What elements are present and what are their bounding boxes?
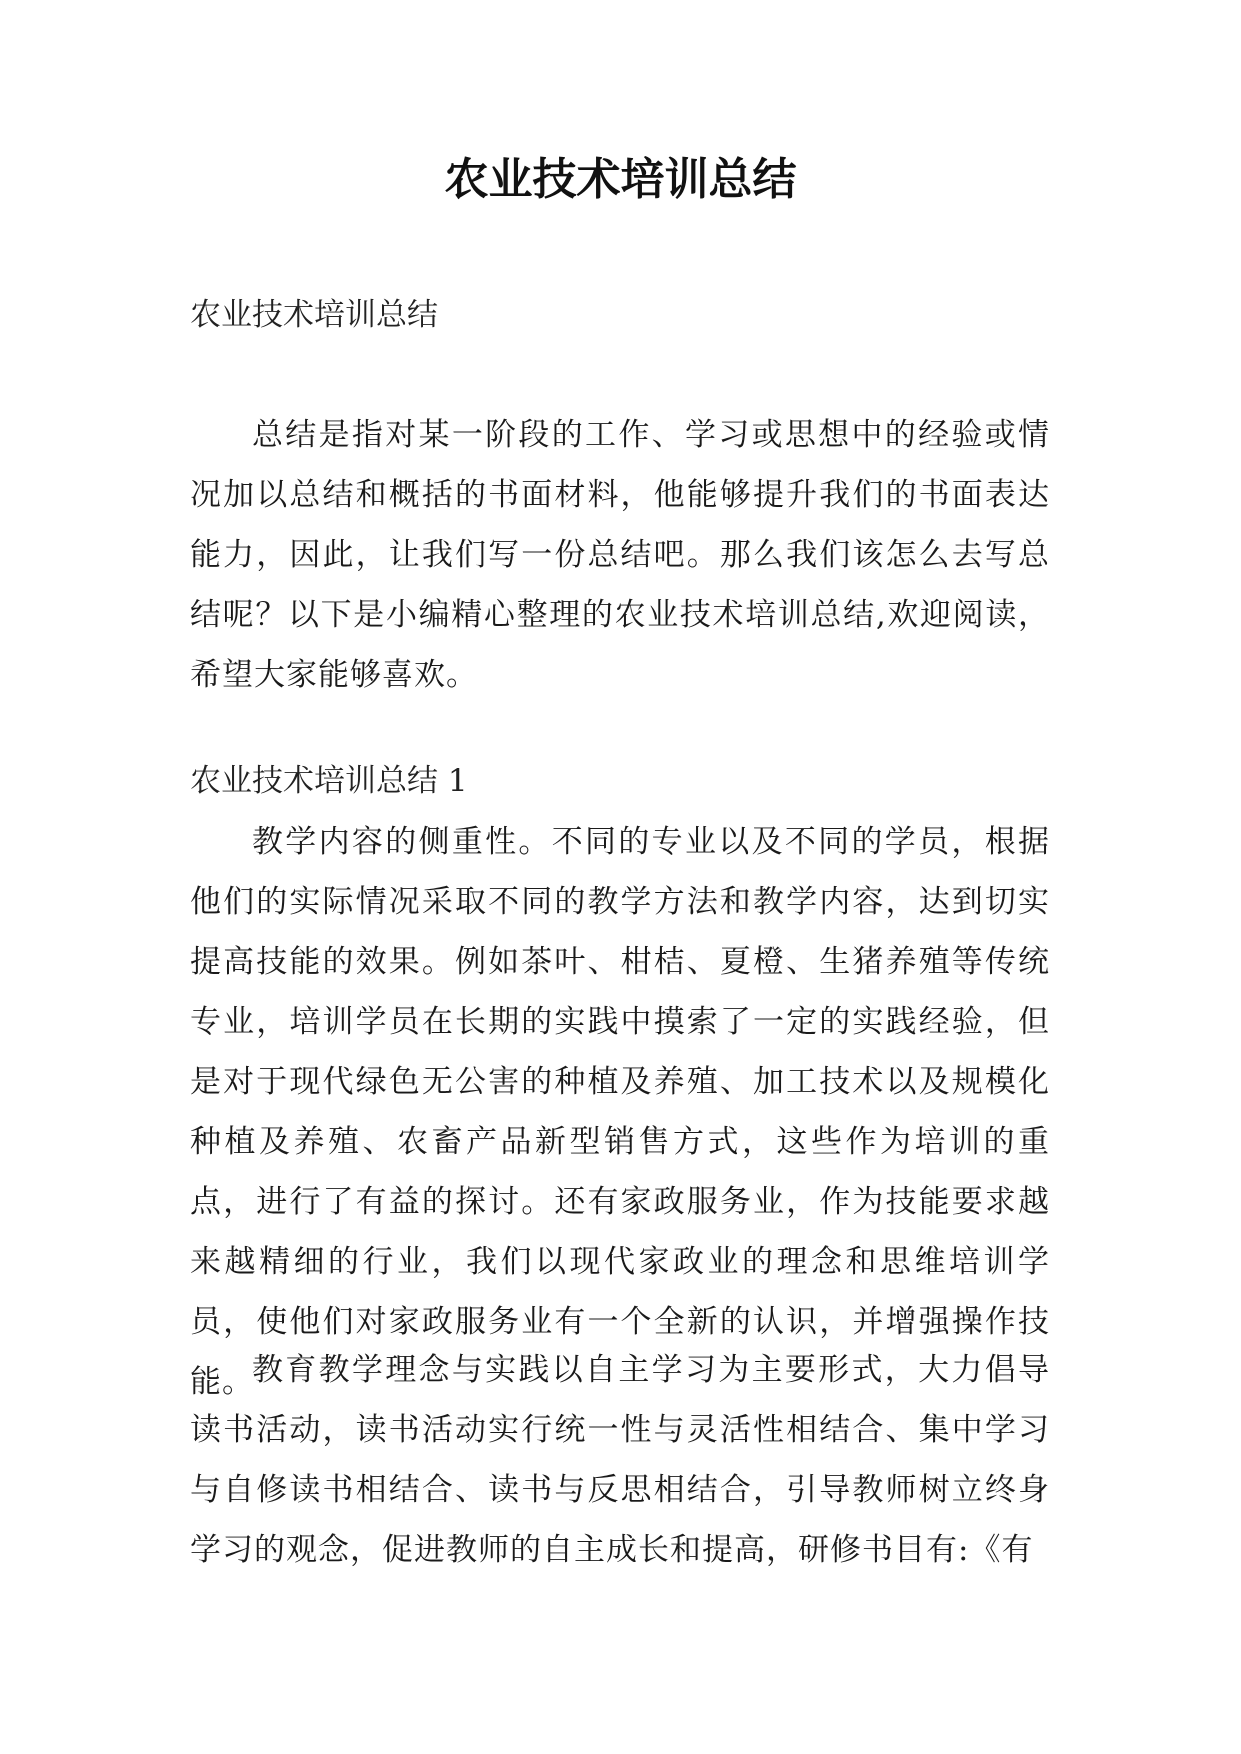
document-subtitle: 农业技术培训总结 <box>190 297 438 333</box>
intro-paragraph: 总结是指对某一阶段的工作、学习或思想中的经验或情况加以总结和概括的书面材料，他能够提升我们的书面表达能力，因此，让我们写一份总结吧。那么我们该怎么去写总结呢？以下是小编精心整理的农业技术培训总结,欢迎阅读，希望大家能够喜欢。 <box>190 417 1050 693</box>
section-heading: 农业技术培训总结 1 <box>190 763 468 799</box>
document-title: 农业技术培训总结 <box>444 154 797 205</box>
body-paragraph: 教育教学理念与实践以自主学习为主要形式，大力倡导读书活动，读书活动实行统一性与灵活性相结合、集中学习与自修读书相结合、读书与反思相结合，引导教师树立终身学习的观念，促进教师的自主成长和提高，研修书目有:《有 <box>190 1352 1050 1568</box>
body-paragraph: 教学内容的侧重性。不同的专业以及不同的学员，根据他们的实际情况采取不同的教学方法和教学内容，达到切实提高技能的效果。例如茶叶、柑桔、夏橙、生猪养殖等传统专业，培训学员在长期的实践中摸索了一定的实践经验，但是对于现代绿色无公害的种植及养殖、加工技术以及规模化种植及养殖、农畜产品新型销售方式，这些作为培训的重点，进行了有益的探讨。还有家政服务业，作为技能要求越来越精细的行业，我们以现代家政业的理念和思维培训学员，使他们对家政服务业有一个全新的认识，并增强操作技能。 <box>190 824 1050 1400</box>
